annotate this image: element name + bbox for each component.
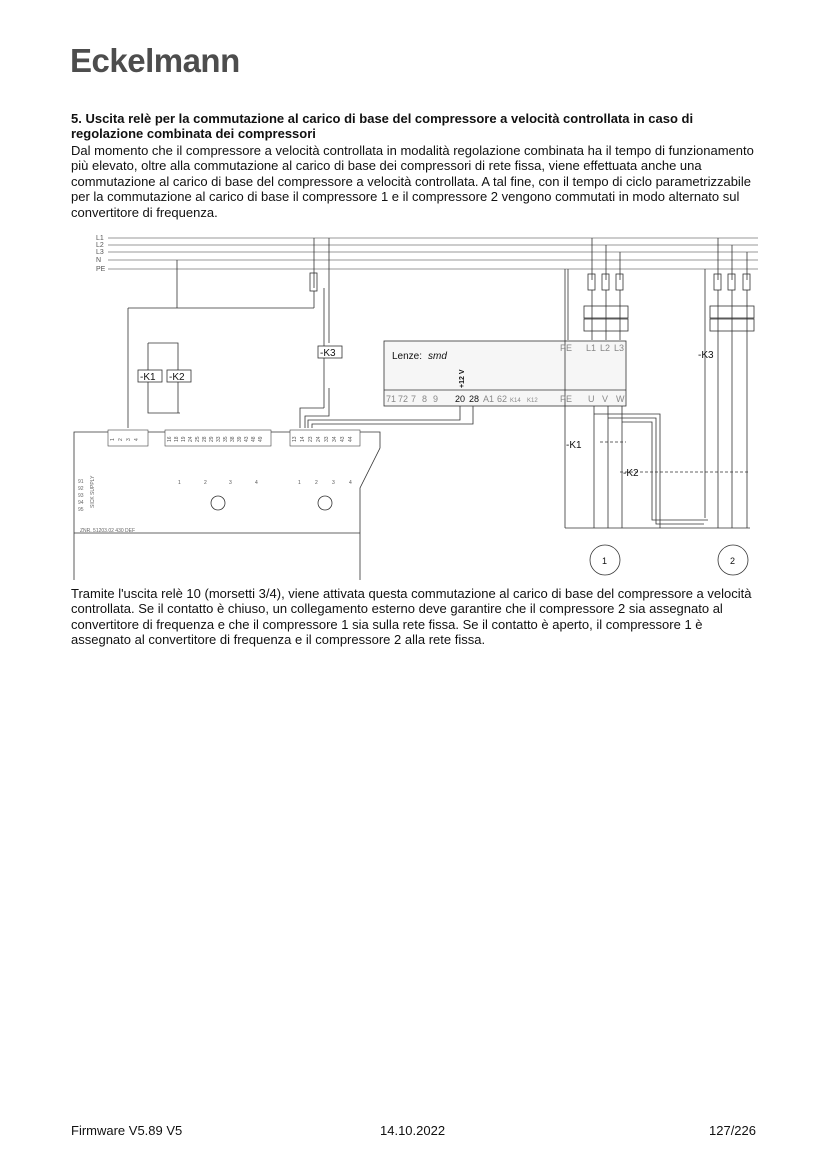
controller-terminal: 44 [348,436,354,442]
controller-terminal: 18 [174,436,180,442]
inverter-terminal: 20 [455,394,466,404]
inverter-top-terminal: L2 [600,343,611,353]
inverter-top-terminal: L3 [614,343,625,353]
channel-number: 3 [229,480,232,486]
controller-terminal: 2 [118,438,124,441]
controller-side-terminal: 91 [78,479,84,485]
controller-terminal: 29 [209,436,215,442]
controller-side-terminal: 95 [78,507,84,513]
controller-terminal: 38 [230,436,236,442]
motor-1-label: 1 [602,556,608,566]
inverter-terminal: U [588,394,595,404]
controller-terminal: 34 [332,436,338,442]
inverter-terminal: 71 [386,394,397,404]
controller-terminal: 14 [300,436,306,442]
controller-terminal: 35 [223,436,229,442]
inverter-terminal: 9 [433,394,439,404]
controller-terminal: 24 [316,436,322,442]
line-label-l3: L3 [96,249,104,256]
inverter-terminal: 8 [422,394,428,404]
controller-terminal: 43 [244,436,250,442]
relay-k1-label: -K1 [140,372,156,383]
inverter-supply-voltage: +12 V [459,369,466,388]
footer-firmware: Firmware V5.89 V5 [71,1123,183,1138]
line-label-n: N [96,257,102,264]
inverter-title-prefix: Lenze: [392,351,423,362]
inverter-top-terminal: PE [560,343,573,353]
channel-number: 1 [178,480,181,486]
inverter-terminal: K12 [527,398,538,404]
inverter-terminal: K14 [510,398,521,404]
controller-terminal: 25 [195,436,201,442]
controller-terminal: 49 [258,436,264,442]
relay-output-paragraph: Tramite l'uscita relè 10 (morsetti 3/4), viene attivata questa commutazione al carico di base del compressore a velocità controllata. Se il contatto è chiuso, un collegamento esterno deve garantire che il compressore 2 sia assegnato al convertitore di frequenza e che il compressore 1 sia sulla rete fissa. Se il contatto è aperto, il compressore 1 è assegnato al convertitore di frequenza e il compressore 2 alla rete fissa. [71,586,752,648]
inverter-terminal: 7 [411,394,417,404]
inverter-terminal: V [602,394,609,404]
inverter-top-terminal: L1 [586,343,597,353]
controller-terminal: 3 [126,438,132,441]
inverter-terminal: 28 [469,394,480,404]
controller-side-terminal: 94 [78,500,84,506]
inverter-terminal: 62 [497,394,508,404]
controller-side-terminal: 93 [78,493,84,499]
controller-side-terminal: 92 [78,486,84,492]
controller-terminal: 16 [167,436,173,442]
channel-number: 1 [298,480,301,486]
section-heading: 5. Uscita relè per la commutazione al carico di base del compressore a velocità controllata in caso di regolazione combinata dei compressori [71,111,694,141]
channel-number: 4 [349,480,352,486]
controller-terminal: 23 [308,436,314,442]
controller-terminal: 28 [202,436,208,442]
inverter-title-model: smd [428,351,447,362]
controller-terminal: 33 [324,436,330,442]
relay-k2-label: -K2 [169,372,185,383]
controller-part-number: ZNR. 51203.02 430 DEF [80,528,136,534]
channel-number: 2 [204,480,207,486]
relay-k2-contact-label: -K2 [623,468,639,479]
controller-terminal: 33 [216,436,222,442]
relay-k3-contact-label: -K3 [698,350,714,361]
intro-paragraph: Dal momento che il compressore a velocità controllata in modalità regolazione combinata ha il tempo di funzionamento più elevato, oltre alla commutazione al carico di base dei compressori di rete fissa, viene effettuata anche una commutazione al carico di base del compressore a velocità controllata. A tal fine, con il tempo di ciclo parametrizzabile per la commutazione al carico di base il compressore 1 e il compressore 2 vengono commutati in modo alternato sul convertitore di frequenza. [71,143,754,220]
motor-2-label: 2 [730,556,736,566]
controller-terminal: 19 [181,436,187,442]
inverter-terminal: 72 [398,394,409,404]
controller-terminal: 39 [237,436,243,442]
controller-terminal: 4 [134,438,140,441]
channel-number: 3 [332,480,335,486]
controller-sick-label: SICK SUPPLY [90,475,96,508]
inverter-terminal: W [616,394,625,404]
wiring-diagram [60,228,765,580]
inverter-terminal: A1 [483,394,495,404]
footer-date: 14.10.2022 [380,1123,446,1138]
controller-terminal: 48 [251,436,257,442]
relay-k3-label: -K3 [320,348,336,359]
controller-terminal: 43 [340,436,346,442]
line-label-l2: L2 [96,242,104,249]
relay-k1-contact-label: -K1 [566,440,582,451]
line-label-l1: L1 [96,235,104,242]
channel-number: 4 [255,480,258,486]
channel-number: 2 [315,480,318,486]
footer-page-number: 127/226 [709,1123,756,1138]
eckelmann-logo: Eckelmann [70,42,240,79]
controller-terminal: 24 [188,436,194,442]
line-label-pe: PE [96,266,106,273]
controller-terminal: 1 [110,438,116,441]
controller-terminal: 13 [292,436,298,442]
inverter-terminal: PE [560,394,573,404]
